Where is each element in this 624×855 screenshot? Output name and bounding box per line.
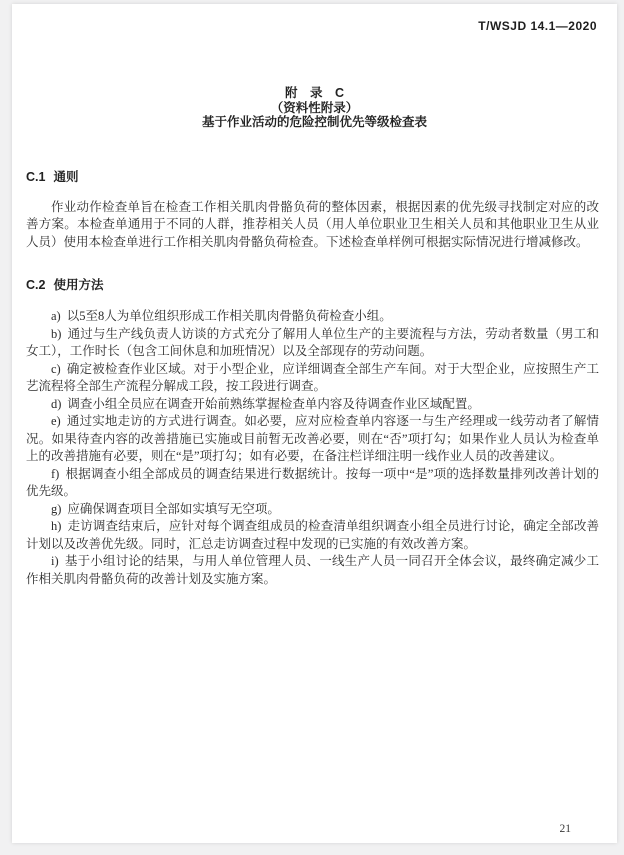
list-item [26,553,599,588]
appendix-title: 附 录 C [284,86,345,100]
list-item [26,466,599,501]
list-item-text: 调查小组全员应在调查开始前熟练掌握检查单内容及待调查作业区域配置。 [67,396,480,411]
appendix-subtitle: （资料性附录） [270,100,359,115]
section-c1-heading [26,167,599,185]
list-item-text: 基于小组讨论的结果，与用人单位管理人员、一线生产人员一同召开全体会议，最终确定减少工作相关肌肉骨骼负荷的改善计划及实施方案。 [26,554,599,586]
list-item [26,308,599,326]
page-content [26,167,599,589]
list-item-text: 根据调查小组全部成员的调查结果进行数据统计。按每一项中“是”项的选择数量排列改善计划的优先级。 [26,466,599,498]
list-item-label: a) [51,309,61,323]
section-c2-number: C.2 [26,278,46,292]
page-header [12,4,617,35]
list-item [26,361,599,396]
section-c2-list [26,308,599,588]
list-item [26,501,599,519]
section-c2-heading [26,275,599,293]
list-item-label: b) [51,326,62,341]
section-c2-title: 使用方法 [53,278,104,292]
list-item-label: h) [51,519,62,533]
list-item-text: 通过与生产线负责人访谈的方式充分了解用人单位生产的主要流程与方法，劳动者数量（男工和女工），工作时长（包含工间休息和加班情况）以及全部现存的劳动问题。 [26,326,599,358]
list-item-label: e) [51,414,61,428]
list-item [26,518,599,553]
section-c1-number: C.1 [26,169,46,184]
list-item-text: 应确保调查项目全部如实填写无空项。 [67,501,280,516]
list-item [26,326,599,361]
list-item-label: f) [51,466,60,481]
standard-code: T/WSJD 14.1—2020 [478,19,597,33]
section-c1-title: 通则 [53,169,79,184]
list-item [26,396,599,414]
section-c1-paragraph: 作业动作检查单旨在检查工作相关肌肉骨骼负荷的整体因素，根据因素的优先级寻找制定对应的改善方案。本检查单通用于不同的人群，推荐相关人员（用人单位职业卫生相关人员和其他职业卫生从业人员）使用本检查单进行工作相关肌肉骨骼负荷检查。下述检查单样例可根据实际情况进行增减修改。 [26,199,599,249]
page-number: 21 [559,823,571,835]
list-item-text: 以5至8人为单位组织形成工作相关肌肉骨骼负荷检查小组。 [66,309,392,323]
list-item-label: i) [51,554,59,568]
list-item-text: 通过实地走访的方式进行调查。如必要，应对应检查单内容逐一与生产经理或一线劳动者了解情况。如果待查内容的改善措施已实施或目前暂无改善必要，则在“否”项打勾；如果作业人员认为检查单上的改善措施有必要，则在“是”项打勾；如有必要，在备注栏详细注明一线作业人员的改善建议。 [26,414,599,463]
document-page [12,4,617,843]
list-item [26,413,599,466]
list-item-text: 走访调查结束后，应针对每个调查组成员的检查清单组织调查小组全员进行讨论，确定全部改善计划以及改善优先级。同时，汇总走访调查过程中发现的已实施的有效改善方案。 [26,519,599,551]
appendix-heading: 基于作业活动的危险控制优先等级检查表 [201,115,427,129]
list-item-text: 确定被检查作业区域。对于小型企业，应详细调查全部生产车间。对于大型企业，应按照生产工艺流程将全部生产流程分解成工段，按工段进行调查。 [26,361,599,393]
list-item-label: c) [51,361,61,376]
appendix-title-block [12,86,617,130]
list-item-label: g) [51,501,62,516]
list-item-label: d) [51,396,62,411]
